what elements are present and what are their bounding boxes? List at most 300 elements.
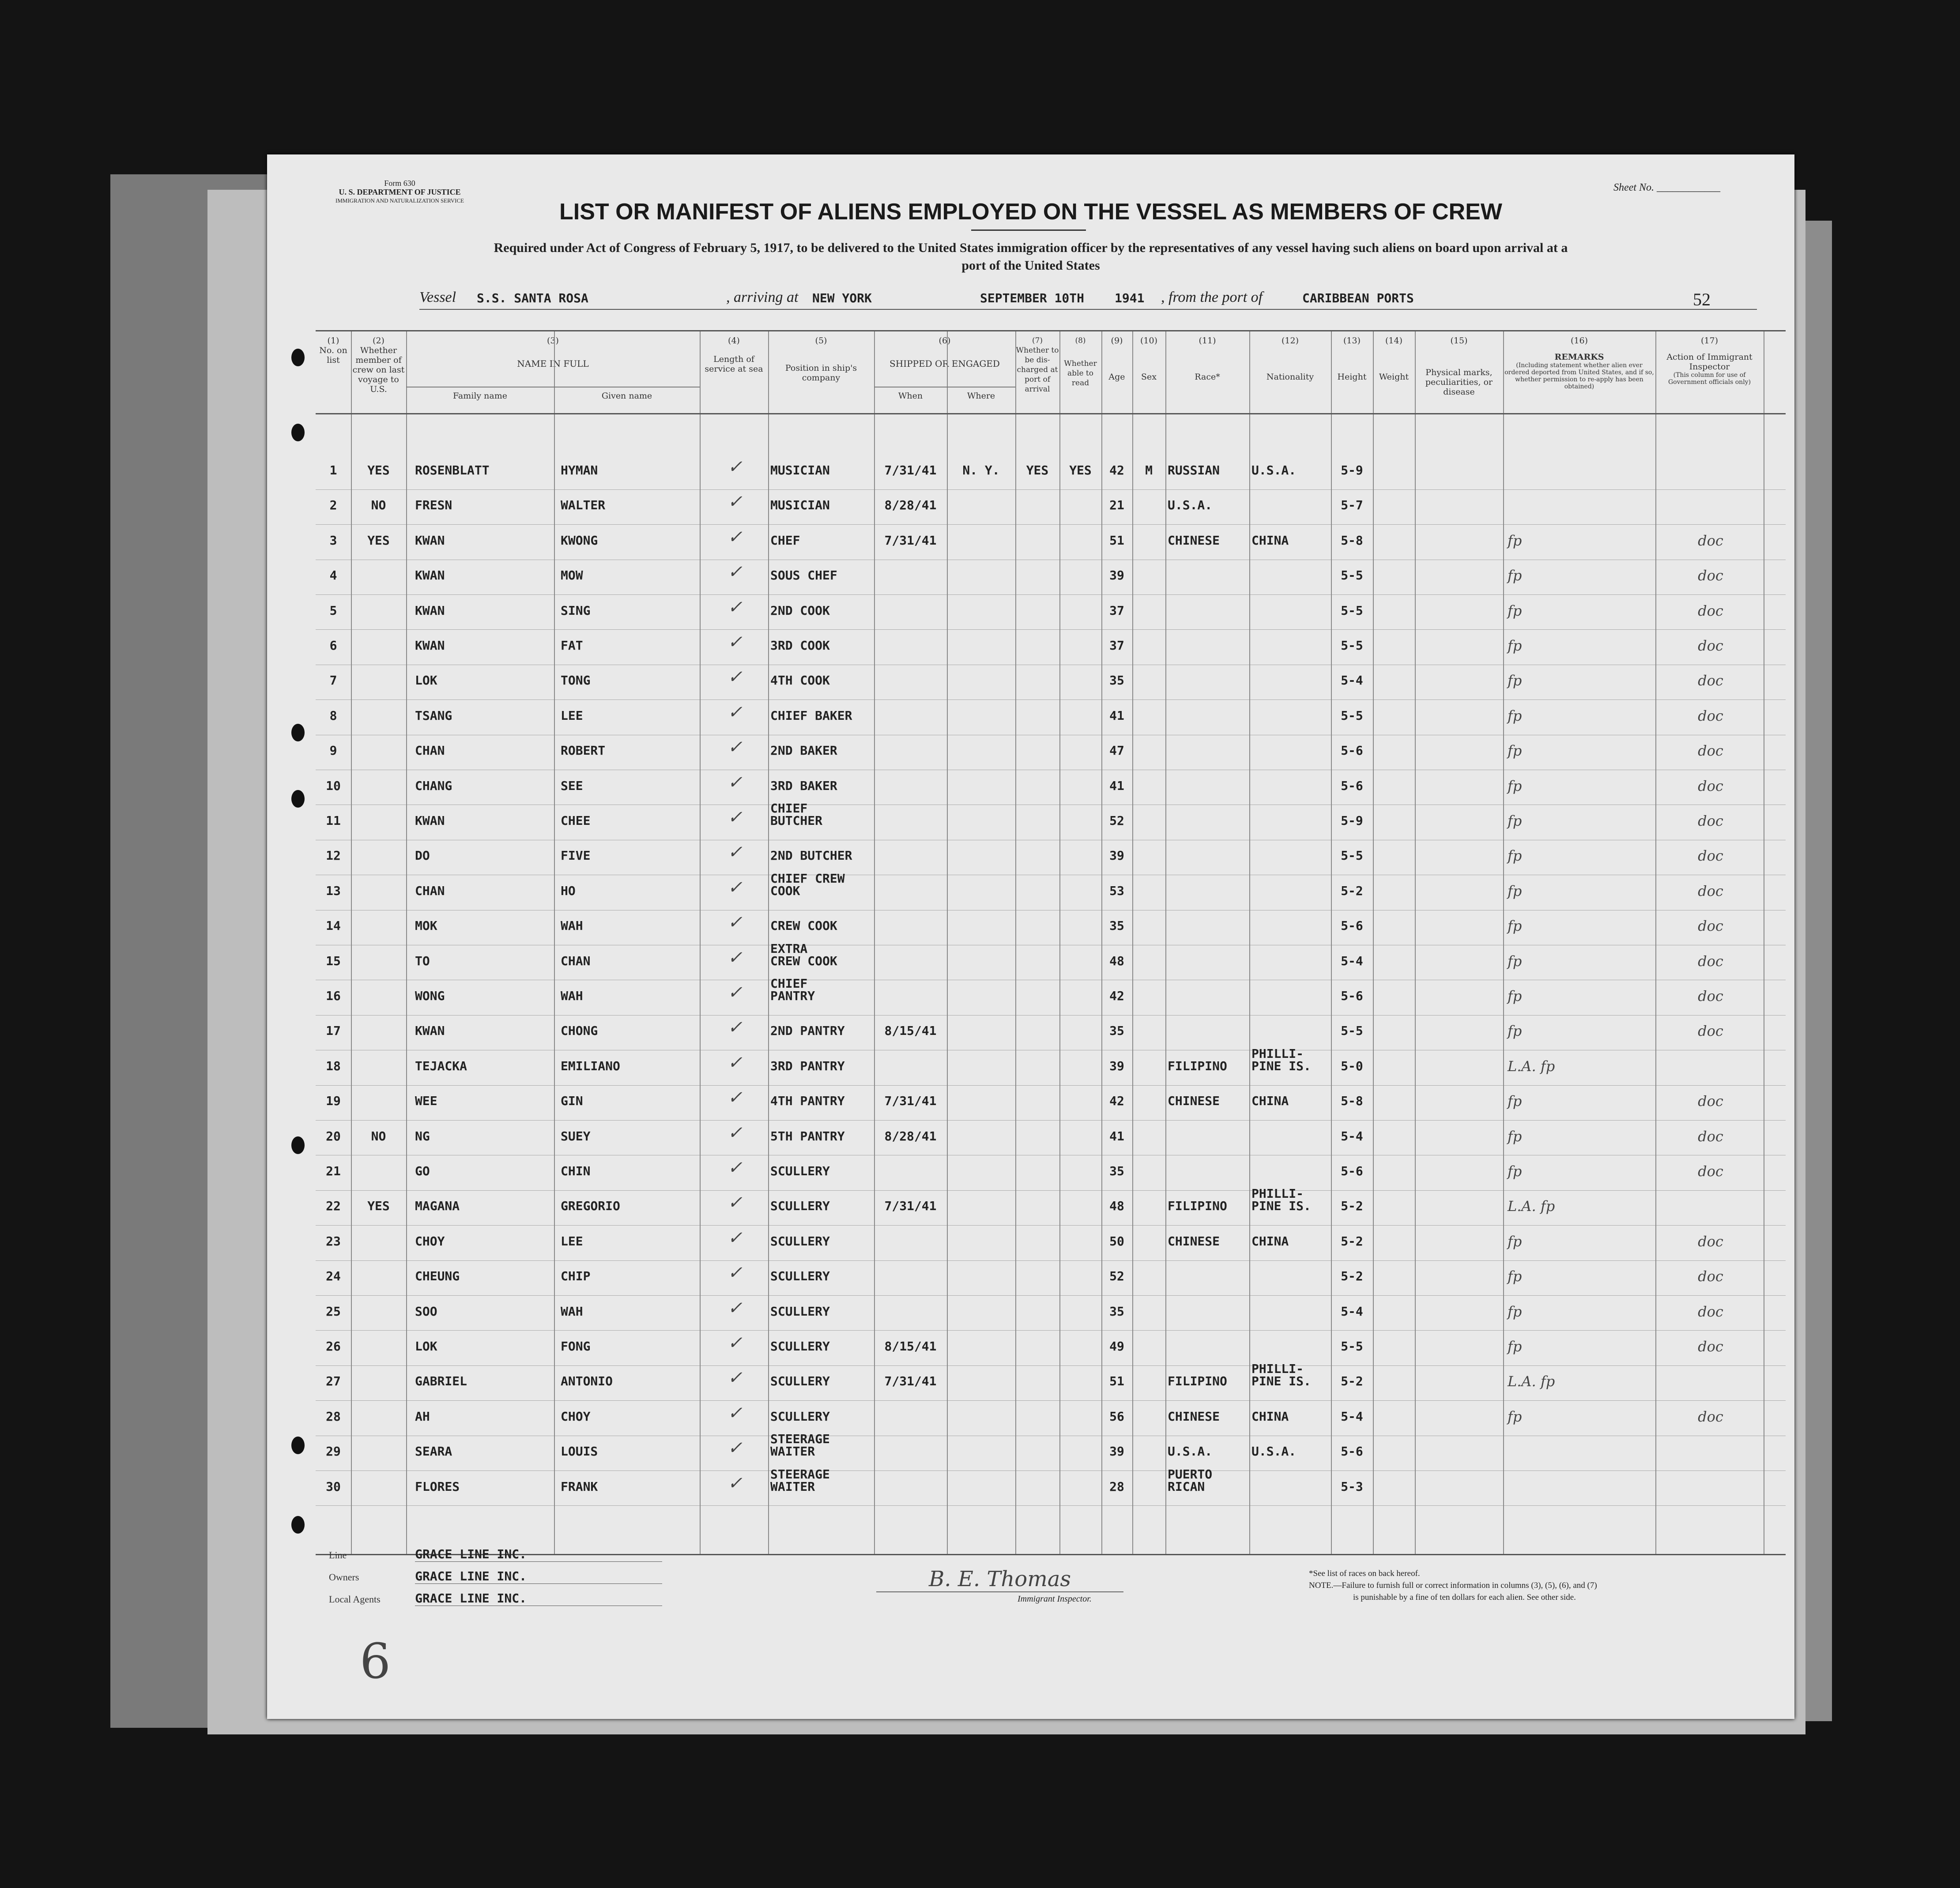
- inspector-action: doc: [1698, 637, 1723, 654]
- binder-hole: [291, 1437, 305, 1454]
- height: 5-6: [1341, 743, 1363, 758]
- manifest-table: [316, 330, 1786, 1555]
- footer-line-row: [329, 1547, 662, 1562]
- position-line2: 2ND BUTCHER: [770, 848, 852, 863]
- service-check-icon: ✓: [727, 1158, 743, 1178]
- height: 5-2: [1341, 1234, 1363, 1249]
- given-name: CHEE: [561, 813, 591, 828]
- service-check-icon: ✓: [727, 562, 743, 583]
- arrival-date: SEPTEMBER 10TH: [980, 291, 1085, 305]
- service-check-icon: ✓: [727, 1438, 743, 1459]
- column-divider: [1503, 331, 1504, 1554]
- agency-service: IMMIGRATION AND NATURALIZATION SERVICE: [335, 197, 464, 204]
- position-line2: 4TH PANTRY: [770, 1094, 845, 1109]
- position-line1: EXTRA: [770, 941, 808, 956]
- family-name: KWAN: [415, 533, 445, 548]
- vessel-label: Vessel: [419, 289, 456, 305]
- service-check-icon: ✓: [727, 597, 743, 617]
- age: 52: [1109, 1269, 1124, 1284]
- given-name: ANTONIO: [561, 1374, 613, 1389]
- inspector-action: doc: [1698, 602, 1723, 619]
- age: 35: [1109, 918, 1124, 933]
- col-position-header: (5) Position in ship's company: [785, 336, 857, 383]
- given-name: KWONG: [561, 533, 598, 548]
- inspector-label: Immigrant Inspector.: [1018, 1594, 1092, 1604]
- height: 5-8: [1341, 533, 1363, 548]
- service-check-icon: ✓: [727, 1087, 743, 1108]
- shipped-when: 7/31/41: [884, 1094, 937, 1109]
- owners-label: Owners: [329, 1572, 359, 1583]
- given-name: FONG: [561, 1339, 591, 1354]
- remarks: fp: [1508, 602, 1522, 619]
- shipped-when: 8/28/41: [884, 1128, 937, 1143]
- row-number: 24: [326, 1269, 341, 1284]
- shipped-where: N. Y.: [962, 463, 1000, 478]
- nationality-line1: PHILLI-: [1251, 1361, 1304, 1377]
- agents-value: GRACE LINE INC.: [415, 1591, 662, 1606]
- position-line1: CHIEF CREW: [770, 871, 845, 886]
- given-name: FRANK: [561, 1479, 598, 1494]
- remarks: fp: [1508, 1408, 1522, 1425]
- col-family-header: Family name: [453, 391, 507, 401]
- remarks: fp: [1508, 1023, 1522, 1040]
- given-name: FIVE: [561, 848, 591, 863]
- given-name: LEE: [561, 708, 583, 723]
- height: 5-7: [1341, 498, 1363, 513]
- height: 5-4: [1341, 1304, 1363, 1319]
- nationality-line2: CHINA: [1251, 1409, 1289, 1424]
- row-number: 17: [326, 1023, 341, 1038]
- row-number: 14: [326, 918, 341, 933]
- service-check-icon: ✓: [727, 947, 743, 968]
- age: 42: [1109, 463, 1124, 478]
- height: 5-4: [1341, 1128, 1363, 1143]
- row-rule: [316, 1330, 1786, 1331]
- arrival-year: 1941: [1115, 291, 1145, 305]
- race-note: *See list of races on back hereof.: [1309, 1569, 1420, 1578]
- row-number: 10: [326, 778, 341, 793]
- inspector-action: doc: [1698, 1233, 1723, 1250]
- given-name: CHIP: [561, 1269, 591, 1284]
- service-check-icon: ✓: [727, 1017, 743, 1038]
- row-number: 29: [326, 1444, 341, 1459]
- service-check-icon: ✓: [727, 772, 743, 793]
- row-number: 3: [329, 533, 337, 548]
- inspector-action: doc: [1698, 532, 1723, 549]
- row-number: 13: [326, 883, 341, 898]
- given-name: GREGORIO: [561, 1199, 620, 1214]
- position-line2: 3RD COOK: [770, 638, 830, 653]
- shipped-when: 7/31/41: [884, 533, 937, 548]
- service-check-icon: ✓: [727, 877, 743, 898]
- height: 5-0: [1341, 1058, 1363, 1073]
- row-rule: [316, 1190, 1786, 1191]
- height: 5-8: [1341, 1094, 1363, 1109]
- nationality-line2: U.S.A.: [1251, 463, 1297, 478]
- height: 5-2: [1341, 1199, 1363, 1214]
- race-line2: FILIPINO: [1168, 1058, 1227, 1073]
- column-divider: [554, 331, 555, 1554]
- family-name: WEE: [415, 1094, 437, 1109]
- given-name: SUEY: [561, 1128, 591, 1143]
- given-name: WALTER: [561, 498, 606, 513]
- remarks: fp: [1508, 847, 1522, 865]
- crew-last-voyage: YES: [367, 1199, 390, 1214]
- position-line2: 3RD BAKER: [770, 778, 837, 793]
- age: 21: [1109, 498, 1124, 513]
- family-name: ROSENBLATT: [415, 463, 490, 478]
- manifest-page: [267, 154, 1794, 1719]
- family-name: KWAN: [415, 603, 445, 618]
- row-number: 26: [326, 1339, 341, 1354]
- position-line2: 2ND PANTRY: [770, 1023, 845, 1038]
- remarks: fp: [1508, 1338, 1522, 1355]
- inspector-action: doc: [1698, 847, 1723, 865]
- family-name: MOK: [415, 918, 437, 933]
- given-name: MOW: [561, 568, 583, 583]
- service-check-icon: ✓: [727, 527, 743, 547]
- remarks: L.A. fp: [1508, 1057, 1555, 1075]
- family-name: NG: [415, 1128, 430, 1143]
- nationality-line2: CHINA: [1251, 1094, 1289, 1109]
- col-member-header: (2) Whether member of crew on last voyage to U.S.: [352, 336, 405, 394]
- age: 35: [1109, 1023, 1124, 1038]
- remarks: fp: [1508, 1093, 1522, 1110]
- service-check-icon: ✓: [727, 1227, 743, 1248]
- family-name: SEARA: [415, 1444, 452, 1459]
- height: 5-6: [1341, 989, 1363, 1003]
- age: 42: [1109, 989, 1124, 1003]
- inspector-action: doc: [1698, 777, 1723, 794]
- family-name: KWAN: [415, 1023, 445, 1038]
- inspector-action: doc: [1698, 1338, 1723, 1355]
- column-divider: [351, 331, 352, 1554]
- row-rule: [316, 1085, 1786, 1086]
- form-number: Form 630: [384, 179, 415, 188]
- row-number: 30: [326, 1479, 341, 1494]
- given-name: EMILIANO: [561, 1058, 620, 1073]
- age: 50: [1109, 1234, 1124, 1249]
- family-name: GABRIEL: [415, 1374, 467, 1389]
- service-check-icon: ✓: [727, 1052, 743, 1073]
- binder-hole: [291, 724, 305, 741]
- col-given-header: Given name: [601, 391, 652, 401]
- col-read-header: (8) Whether able to read: [1064, 336, 1097, 387]
- service-check-icon: ✓: [727, 842, 743, 863]
- row-number: 12: [326, 848, 341, 863]
- inspector-action: doc: [1698, 567, 1723, 584]
- position-line2: BUTCHER: [770, 813, 823, 828]
- page-number: 52: [1693, 290, 1711, 309]
- race-line2: FILIPINO: [1168, 1374, 1227, 1389]
- row-number: 21: [326, 1164, 341, 1178]
- position-line2: WAITER: [770, 1444, 815, 1459]
- row-number: 27: [326, 1374, 341, 1389]
- height: 5-6: [1341, 778, 1363, 793]
- inspector-action: doc: [1698, 812, 1723, 829]
- inspector-signature: B. E. Thomas: [876, 1567, 1123, 1592]
- age: 39: [1109, 568, 1124, 583]
- service-check-icon: ✓: [727, 912, 743, 933]
- height: 5-9: [1341, 813, 1363, 828]
- given-name: CHONG: [561, 1023, 598, 1038]
- document-title: LIST OR MANIFEST OF ALIENS EMPLOYED ON THE VESSEL AS MEMBERS OF CREW: [559, 199, 1502, 225]
- service-check-icon: ✓: [727, 1192, 743, 1213]
- position-line2: SOUS CHEF: [770, 568, 837, 583]
- service-check-icon: ✓: [727, 1122, 743, 1143]
- column-divider: [406, 331, 407, 1554]
- family-name: AH: [415, 1409, 430, 1424]
- column-divider: [1059, 331, 1060, 1554]
- position-line2: SCULLERY: [770, 1339, 830, 1354]
- nationality-line1: PHILLI-: [1251, 1186, 1304, 1201]
- subtitle-line1: Required under Act of Congress of February 5, 1917, to be delivered to the United States immigration officer by the representatives of any vessel having such aliens on board upon arrival at a: [494, 241, 1568, 255]
- height: 5-6: [1341, 918, 1363, 933]
- crew-last-voyage: NO: [371, 498, 386, 513]
- family-name: FRESN: [415, 498, 452, 513]
- inspector-action: doc: [1698, 1303, 1723, 1320]
- remarks: L.A. fp: [1508, 1373, 1555, 1390]
- remarks: fp: [1508, 952, 1522, 970]
- position-line2: SCULLERY: [770, 1234, 830, 1249]
- binder-hole: [291, 1136, 305, 1154]
- column-divider: [700, 331, 701, 1554]
- row-rule: [316, 1365, 1786, 1366]
- arriving-label: , arriving at: [726, 289, 799, 305]
- height: 5-9: [1341, 463, 1363, 478]
- position-line2: CREW COOK: [770, 953, 837, 968]
- family-name: CHAN: [415, 883, 445, 898]
- remarks: fp: [1508, 918, 1522, 935]
- row-number: 2: [329, 498, 337, 513]
- row-rule: [316, 594, 1786, 595]
- given-name: HO: [561, 883, 576, 898]
- row-number: 22: [326, 1199, 341, 1214]
- race-line2: CHINESE: [1168, 1234, 1220, 1249]
- vessel-name: S.S. SANTA ROSA: [477, 291, 588, 305]
- title-rule: [971, 229, 1086, 231]
- inspector-action: doc: [1698, 952, 1723, 970]
- given-name: GIN: [561, 1094, 583, 1109]
- race-line2: U.S.A.: [1168, 1444, 1213, 1459]
- height: 5-4: [1341, 953, 1363, 968]
- margin-page-number: 6: [360, 1633, 391, 1689]
- given-name: FAT: [561, 638, 583, 653]
- column-divider: [947, 331, 948, 1554]
- age: 39: [1109, 848, 1124, 863]
- sheet-number-label: Sheet No. ____________: [1613, 182, 1720, 193]
- service-check-icon: ✓: [727, 1368, 743, 1388]
- col-weight-header: (14) Weight: [1379, 336, 1409, 382]
- owners-value: GRACE LINE INC.: [415, 1569, 662, 1584]
- remarks: fp: [1508, 1128, 1522, 1145]
- penalty-note: NOTE.—Failure to furnish full or correct information in columns (3), (5), (6), and (7): [1309, 1581, 1597, 1590]
- remarks: fp: [1508, 1163, 1522, 1180]
- age: 35: [1109, 673, 1124, 688]
- line-value: GRACE LINE INC.: [415, 1547, 662, 1562]
- col-shipped-header: (6) SHIPPED OR ENGAGED: [890, 336, 1000, 369]
- age: 47: [1109, 743, 1124, 758]
- crew-last-voyage: YES: [367, 463, 390, 478]
- remarks: fp: [1508, 1268, 1522, 1285]
- family-name: CHANG: [415, 778, 452, 793]
- inspector-action: doc: [1698, 1163, 1723, 1180]
- remarks: fp: [1508, 637, 1522, 654]
- service-check-icon: ✓: [727, 1403, 743, 1423]
- age: 49: [1109, 1339, 1124, 1354]
- shipped-when: 8/28/41: [884, 498, 937, 513]
- row-rule: [316, 1400, 1786, 1401]
- binder-hole: [291, 1516, 305, 1534]
- shipped-when: 8/15/41: [884, 1339, 937, 1354]
- family-name: LOK: [415, 1339, 437, 1354]
- col-length-header: (4) Length of service at sea: [705, 336, 763, 374]
- race-line2: FILIPINO: [1168, 1199, 1227, 1214]
- family-name: KWAN: [415, 638, 445, 653]
- header-bottom-rule: [316, 413, 1786, 414]
- position-line2: SCULLERY: [770, 1374, 830, 1389]
- nationality-line2: U.S.A.: [1251, 1444, 1297, 1459]
- family-name: CHOY: [415, 1234, 445, 1249]
- row-rule: [316, 629, 1786, 630]
- inspector-action: doc: [1698, 742, 1723, 760]
- column-divider: [1249, 331, 1250, 1554]
- binder-hole: [291, 790, 305, 808]
- family-name: FLORES: [415, 1479, 460, 1494]
- age: 35: [1109, 1164, 1124, 1178]
- position-line2: SCULLERY: [770, 1304, 830, 1319]
- inspector-action: doc: [1698, 882, 1723, 899]
- service-check-icon: ✓: [727, 492, 743, 512]
- given-name: WAH: [561, 1304, 583, 1319]
- binder-hole: [291, 424, 305, 441]
- vessel-line: [419, 289, 1757, 310]
- footer-owners-row: [329, 1569, 662, 1584]
- height: 5-5: [1341, 848, 1363, 863]
- remarks: fp: [1508, 532, 1522, 549]
- given-name: HYMAN: [561, 463, 598, 478]
- binder-hole: [291, 349, 305, 366]
- remarks: fp: [1508, 988, 1522, 1004]
- col-remarks-header: (16) REMARKS (Including statement whether alien ever ordered deported from United States, and if so, whether permission to re-apply has been obtained): [1504, 336, 1654, 390]
- position-line1: CHIEF: [770, 976, 808, 991]
- col-age-header: (9) Age: [1108, 336, 1125, 382]
- row-rule: [316, 1260, 1786, 1261]
- position-line2: SCULLERY: [770, 1199, 830, 1214]
- shipped-when: 7/31/41: [884, 1199, 937, 1214]
- position-line1: CHIEF: [770, 801, 808, 816]
- height: 5-6: [1341, 1444, 1363, 1459]
- position-line2: 3RD PANTRY: [770, 1058, 845, 1073]
- given-name: CHOY: [561, 1409, 591, 1424]
- height: 5-3: [1341, 1479, 1363, 1494]
- service-check-icon: ✓: [727, 702, 743, 722]
- position-line2: PANTRY: [770, 989, 815, 1003]
- row-number: 28: [326, 1409, 341, 1424]
- inspector-action: doc: [1698, 1128, 1723, 1145]
- row-number: 18: [326, 1058, 341, 1073]
- column-divider: [1015, 331, 1016, 1554]
- agents-label: Local Agents: [329, 1594, 381, 1605]
- inspector-action: doc: [1698, 1023, 1723, 1040]
- row-number: 20: [326, 1128, 341, 1143]
- position-line2: COOK: [770, 883, 800, 898]
- column-divider: [768, 331, 769, 1554]
- sex: M: [1145, 463, 1153, 478]
- age: 39: [1109, 1444, 1124, 1459]
- height: 5-5: [1341, 1023, 1363, 1038]
- height: 5-2: [1341, 883, 1363, 898]
- race-line2: U.S.A.: [1168, 498, 1213, 513]
- inspector-action: doc: [1698, 918, 1723, 935]
- row-number: 4: [329, 568, 337, 583]
- family-name: LOK: [415, 673, 437, 688]
- position-line2: WAITER: [770, 1479, 815, 1494]
- row-rule: [316, 1120, 1786, 1121]
- remarks: fp: [1508, 882, 1522, 899]
- row-rule: [316, 1225, 1786, 1226]
- remarks: fp: [1508, 812, 1522, 829]
- row-number: 7: [329, 673, 337, 688]
- race-line2: RICAN: [1168, 1479, 1205, 1494]
- row-number: 25: [326, 1304, 341, 1319]
- discharged: YES: [1026, 463, 1049, 478]
- height: 5-5: [1341, 568, 1363, 583]
- column-divider: [1132, 331, 1133, 1554]
- col-where-header: Where: [967, 391, 995, 401]
- col-discharged-header: (7) Whether to be dis-charged at port of arrival: [1016, 336, 1059, 394]
- col-marks-header: (15) Physical marks, peculiarities, or disease: [1425, 336, 1493, 397]
- col-name-header: (3) NAME IN FULL: [517, 336, 589, 369]
- height: 5-5: [1341, 1339, 1363, 1354]
- family-name: KWAN: [415, 813, 445, 828]
- age: 41: [1109, 708, 1124, 723]
- nationality-line2: PINE IS.: [1251, 1199, 1311, 1214]
- position-line2: SCULLERY: [770, 1409, 830, 1424]
- row-rule: [316, 489, 1786, 490]
- age: 39: [1109, 1058, 1124, 1073]
- family-name: MAGANA: [415, 1199, 460, 1214]
- inspector-action: doc: [1698, 672, 1723, 689]
- service-check-icon: ✓: [727, 457, 743, 477]
- age: 37: [1109, 603, 1124, 618]
- remarks: fp: [1508, 672, 1522, 689]
- family-name: DO: [415, 848, 430, 863]
- row-number: 11: [326, 813, 341, 828]
- col-when-header: When: [898, 391, 923, 401]
- col-no-header: (1) No. on list: [319, 336, 347, 365]
- service-check-icon: ✓: [727, 632, 743, 652]
- height: 5-5: [1341, 638, 1363, 653]
- race-line2: CHINESE: [1168, 1409, 1220, 1424]
- row-number: 5: [329, 603, 337, 618]
- height: 5-5: [1341, 603, 1363, 618]
- inspector-action: doc: [1698, 1408, 1723, 1425]
- given-name: LOUIS: [561, 1444, 598, 1459]
- column-divider: [1655, 331, 1656, 1554]
- column-divider: [1415, 331, 1416, 1554]
- age: 42: [1109, 1094, 1124, 1109]
- position-line2: MUSICIAN: [770, 463, 830, 478]
- nationality-line2: CHINA: [1251, 533, 1289, 548]
- inspector-action: doc: [1698, 1268, 1723, 1285]
- remarks: fp: [1508, 1233, 1522, 1250]
- from-port-label: , from the port of: [1161, 289, 1263, 305]
- service-check-icon: ✓: [727, 807, 743, 827]
- row-number: 23: [326, 1234, 341, 1249]
- given-name: SEE: [561, 778, 583, 793]
- agency-name: U. S. DEPARTMENT OF JUSTICE: [339, 188, 461, 196]
